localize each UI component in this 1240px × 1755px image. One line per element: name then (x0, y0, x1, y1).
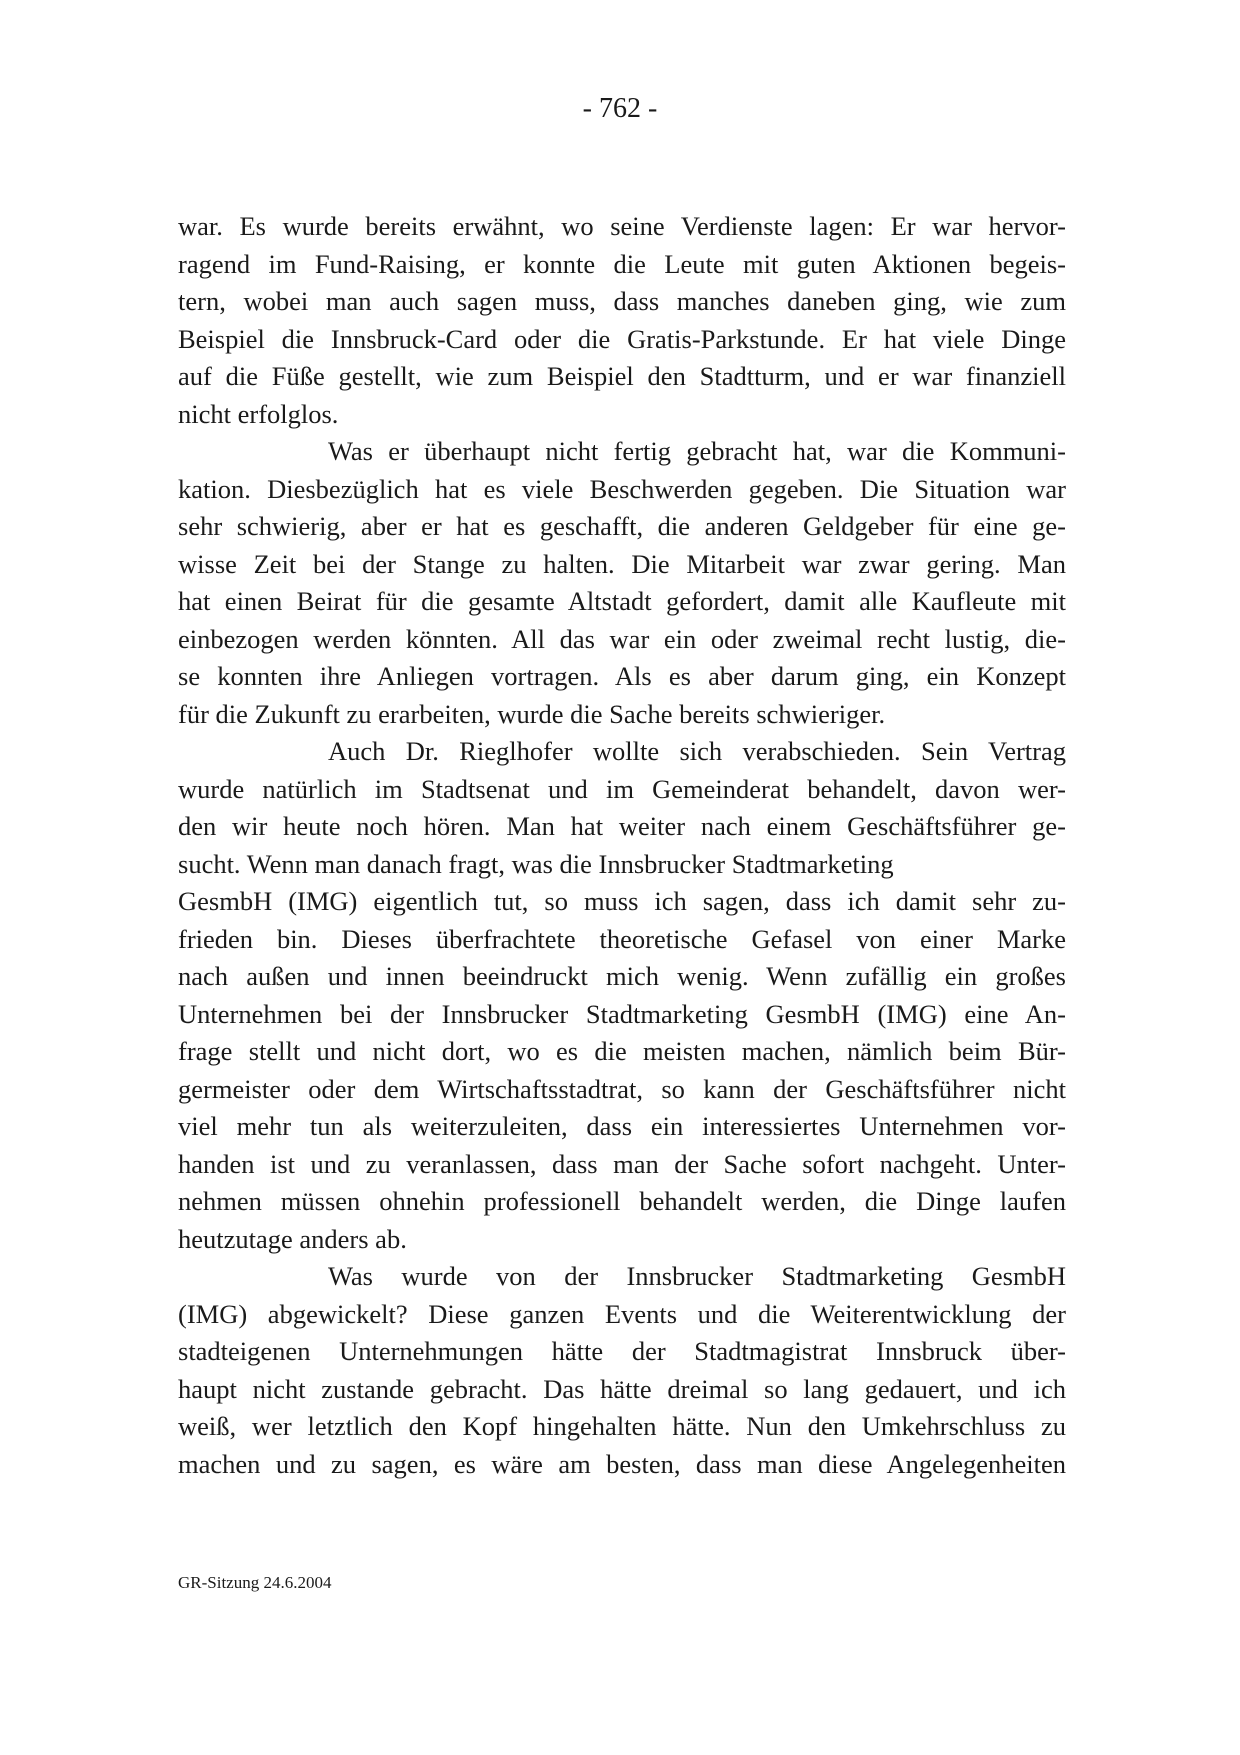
text-line: handen ist und zu veranlassen, dass man der Sache sofort nachgeht. Unter- (178, 1148, 1066, 1179)
text-line: frage stellt und nicht dort, wo es die meisten machen, nämlich beim Bür- (178, 1036, 1066, 1066)
text-line: haupt nicht zustande gebracht. Das hätte dreimal so lang gedauert, und ich (178, 1373, 1066, 1404)
text-line: war. Es wurde bereits erwähnt, wo seine Verdienste lagen: Er war hervor- (178, 211, 1066, 241)
text-line: heutzutage anders ab. (178, 1223, 407, 1254)
text-line: weiß, wer letztlich den Kopf hingehalten hätte. Nun den Umkehrschluss zu (178, 1411, 1066, 1441)
text-line: kation. Diesbezüglich hat es viele Beschwerden gegeben. Die Situation war (178, 473, 1066, 504)
text-line: GesmbH (IMG) eigentlich tut, so muss ich sagen, dass ich damit sehr zu- (178, 886, 1066, 916)
text-line: se konnten ihre Anliegen vortragen. Als es aber darum ging, ein Konzept (178, 661, 1066, 691)
page-number: - 762 - (582, 93, 658, 124)
text-line: hat einen Beirat für die gesamte Altstadt gefordert, damit alle Kaufleute mit (178, 586, 1066, 616)
text-line: germeister oder dem Wirtschaftsstadtrat, so kann der Geschäftsführer nicht (178, 1073, 1066, 1104)
text-line: sehr schwierig, aber er hat es geschafft, die anderen Geldgeber für eine ge- (178, 511, 1066, 541)
text-line: auf die Füße gestellt, wie zum Beispiel den Stadtturm, und er war finanziell (178, 361, 1066, 391)
text-line: Unternehmen bei der Innsbrucker Stadtmarketing GesmbH (IMG) eine An- (178, 998, 1066, 1029)
footer-session-date: GR-Sitzung 24.6.2004 (178, 1573, 332, 1592)
text-line: ragend im Fund-Raising, er konnte die Leute mit guten Aktionen begeis- (178, 248, 1066, 279)
text-line: Was er überhaupt nicht fertig gebracht hat, war die Kommuni- (328, 436, 1066, 466)
text-line: stadteigenen Unternehmungen hätte der Stadtmagistrat Innsbruck über- (178, 1336, 1066, 1366)
text-line: sucht. Wenn man danach fragt, was die Innsbrucker Stadtmarketing (178, 848, 894, 879)
text-line: wisse Zeit bei der Stange zu halten. Die Mitarbeit war zwar gering. Man (178, 548, 1066, 579)
text-line: machen und zu sagen, es wäre am besten, dass man diese Angelegenheiten (178, 1448, 1066, 1479)
text-line: nehmen müssen ohnehin professionell behandelt werden, die Dinge laufen (178, 1186, 1066, 1216)
text-line: frieden bin. Dieses überfrachtete theoretische Gefasel von einer Marke (178, 923, 1066, 954)
text-line: Beispiel die Innsbruck-Card oder die Gratis-Parkstunde. Er hat viele Dinge (178, 323, 1066, 354)
document-body (178, 208, 1066, 1483)
text-line: tern, wobei man auch sagen muss, dass manches daneben ging, wie zum (178, 286, 1066, 316)
text-line: wurde natürlich im Stadtsenat und im Gemeinderat behandelt, davon wer- (178, 773, 1066, 804)
text-line: den wir heute noch hören. Man hat weiter nach einem Geschäftsführer ge- (178, 811, 1066, 841)
text-line: Was wurde von der Innsbrucker Stadtmarketing GesmbH (328, 1261, 1066, 1291)
text-line: viel mehr tun als weiterzuleiten, dass ein interessiertes Unternehmen vor- (178, 1111, 1066, 1141)
text-line: Auch Dr. Rieglhofer wollte sich verabschieden. Sein Vertrag (328, 736, 1066, 766)
text-line: nicht erfolglos. (178, 398, 339, 429)
text-line: einbezogen werden könnten. All das war ein oder zweimal recht lustig, die- (178, 623, 1066, 654)
text-line: für die Zukunft zu erarbeiten, wurde die Sache bereits schwieriger. (178, 698, 886, 729)
text-line: (IMG) abgewickelt? Diese ganzen Events und die Weiterentwicklung der (178, 1298, 1066, 1329)
text-line: nach außen und innen beeindruckt mich wenig. Wenn zufällig ein großes (178, 961, 1066, 991)
